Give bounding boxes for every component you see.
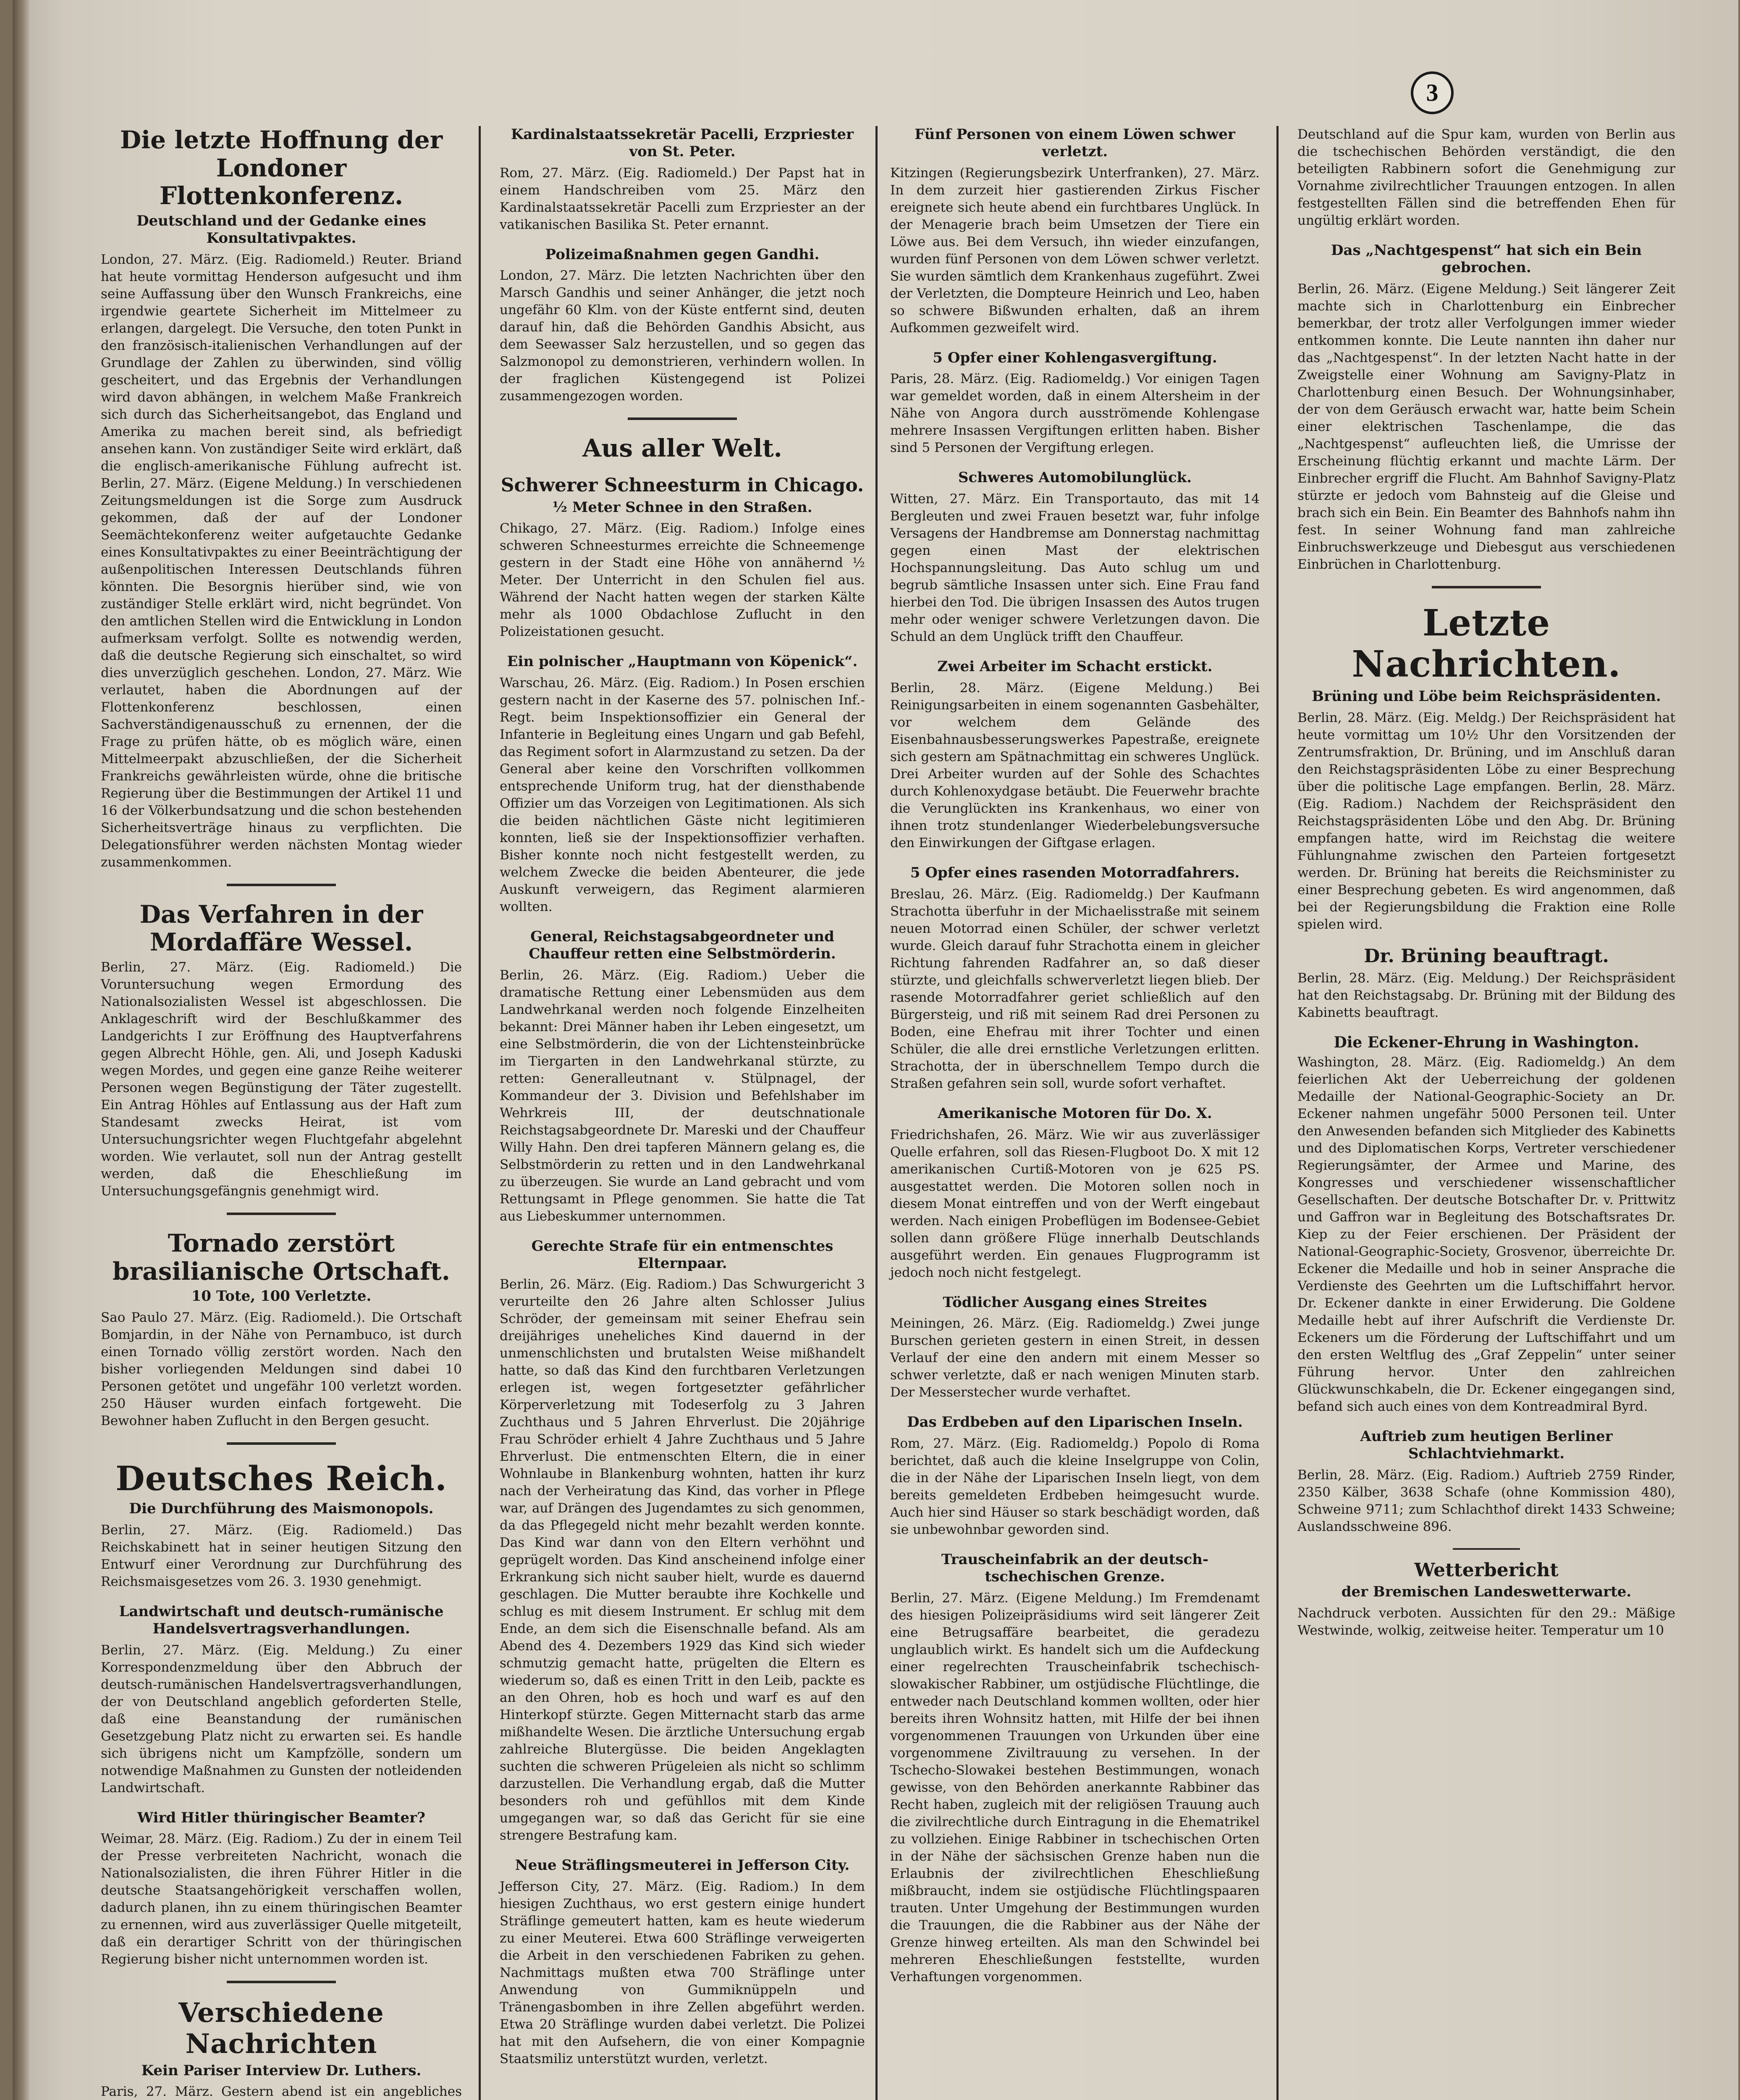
divider: [227, 1213, 336, 1215]
section-heading: Letzte Nachrichten.: [1352, 601, 1621, 686]
article-koepenick: [500, 653, 865, 916]
subheadline: Deutschland und der Gedanke eines Konsultativpaktes.: [136, 213, 426, 247]
section-aus-aller-welt: [500, 434, 865, 462]
column-2: [500, 126, 865, 2080]
subheadline: Fünf Personen von einem Löwen schwer verletzt.: [915, 126, 1235, 160]
article-text: Berlin, 26. März. (Eigene Meldung.) Seit längerer Zeit machte sich in Charlottenburg ein Einbrecher bemerkbar, der trotz aller Verfolgungen immer wieder entkommen konnte. Die Leute nannten ihn daher nur das „Nachtgespenst“. In der letzten Nacht hatte in der Zweigstelle einer Wohnung am Savigny-Platz in Charlottenburg einen Besuch. Der Wohnungsinhaber, der von dem Geräusch erwacht war, hatte beim Schein einer elektrischen Taschenlampe, die das „Nachtgespenst“ aufleuchten ließ, die Umrisse der Erscheinung flüchtig erkannt und machte Lärm. Der Einbrecher ergriff die Flucht. Am Bahnhof Savigny-Platz stürzte er jedoch vom Bahnsteig auf die Gleise und brach sich ein Bein. Ein Beamter des Bahnhofs nahm ihn fest. In seiner Wohnung fand man zahlreiche Einbruchswerkzeuge und Diebesgut aus verschiedenen Einbrüchen in Charlottenburg.: [1297, 281, 1675, 572]
article-motorrad: [890, 864, 1260, 1092]
article-text: Weimar, 28. März. (Eig. Radiom.) Zu der in einem Teil der Presse verbreiteten Nachricht, wonach die Nationalsozialisten, die ihren Führer Hitler in die deutsche Staatsangehörigkeit verschaffen wollen, dadurch planen, ihn zu einem thüringischen Beamter zu ernennen, wird aus zuverlässiger Quelle mitgeteilt, daß ein derartiger Schritt von der thüringischen Regierung bisher nicht unternommen worden ist.: [101, 1831, 462, 1967]
subheadline: Trauscheinfabrik an der deutsch-tschechischen Grenze.: [941, 1551, 1209, 1585]
article-do-x: [890, 1105, 1260, 1281]
article-kohlengas: [890, 349, 1260, 457]
subheadline: 10 Tote, 100 Verletzte.: [191, 1288, 372, 1305]
headline: Tornado zerstört brasilianische Ortschaft.: [113, 1229, 450, 1286]
article-text: Sao Paulo 27. März. (Eig. Radiomeld.). Die Ortschaft Bomjardin, in der Nähe von Pernambuco, ist durch einen Tornado völlig zerstört worden. Nach den bisher vorliegenden Meldungen sind dabei 10 Personen getötet und ungefähr 100 verletzt worden. 250 Häuser wurden einfach fortgeweht. Die Bewohner haben Zuflucht in den Bergen gesucht.: [101, 1310, 462, 1429]
article-text: Nachdruck verboten. Aussichten für den 29.: Mäßige Westwinde, wolkig, zeitweise heiter. Temperatur um 10: [1297, 1606, 1675, 1638]
headline: Kardinalstaatssekretär Pacelli, Erzpriester von St. Peter.: [511, 126, 854, 160]
headline: Das Verfahren in der Mordaffäre Wessel.: [139, 900, 423, 957]
subheadline: Zwei Arbeiter im Schacht erstickt.: [937, 658, 1213, 675]
article-text: Warschau, 26. März. (Eig. Radiom.) In Posen erschien gestern nacht in der Kaserne des 57. polnischen Inf.-Regt. beim Inspektionsoffizier ein General der Infanterie in Begleitung eines Ungarn und gab Befehl, das Regiment sofort in Alarmzustand zu setzen. Da der General aber keine den Vorschriften vollkommen entsprechende Uniform trug, hat der diensthabende Offizier um das Vorzeigen von Legitimationen. Als sich die beiden nächtlichen Gäste nicht legitimieren konnten, ließ sie der Inspektionsoffizier verhaften. Bisher konnte noch nicht festgestellt werden, zu welchem Zwecke die beiden Abenteurer, die jede Auskunft verweigern, das Regiment alarmieren wollten.: [500, 675, 865, 915]
subheadline: Landwirtschaft und deutsch-rumänische Handelsvertragsverhandlungen.: [119, 1603, 444, 1637]
article-hitler-beamter: [101, 1809, 462, 1969]
article-text: Witten, 27. März. Ein Transportauto, das mit 14 Bergleuten und zwei Frauen besetzt war, fuhr infolge Versagens der Handbremse am Donnerstag nachmittag gegen einen Mast der elektrischen Hochspannungsleitung. Das Auto schlug um und begrub sämtliche Insassen unter sich. Eine Frau fand hierbei den Tod. Die übrigen Insassen des Autos trugen mehr oder weniger schwere Verletzungen davon. Die Schuld an dem Unglück trifft den Chauffeur.: [890, 491, 1260, 645]
column-3: [890, 126, 1260, 1998]
column-1: [101, 126, 462, 2100]
subheadline: Schweres Automobilunglück.: [958, 469, 1192, 486]
article-london-conference: [101, 126, 462, 871]
column-rule-1: [479, 126, 481, 2100]
article-text: Berlin, 28. März. (Eig. Meldg.) Der Reichspräsident hat heute vormittag um 10½ Uhr den Vorsitzenden der Zentrumsfraktion, Dr. Brüning, und im Anschluß daran den Reichstagspräsidenten Löbe zu einer Besprechung über die politische Lage empfangen. Berlin, 28. März. (Eig. Radiom.) Nachdem der Reichspräsident den Reichstagspräsidenten Löbe und den Abg. Dr. Brüning empfangen hatte, wird im Reichstag die weitere Fühlungnahme zwischen den Parteien fortgesetzt werden. Dr. Brüning hat bereits die Reichsminister zu einer Besprechung gebeten. Es wird angenommen, daß bei der Regierungsbildung die Fraktion eine Rolle spielen wird.: [1297, 710, 1675, 932]
article-deutsches-reich: [101, 1459, 462, 1591]
binding-spine: [13, 0, 29, 2100]
article-pacelli: [500, 126, 865, 234]
article-text: Berlin, 28. März. (Eig. Meldung.) Der Reichspräsident hat den Reichstagsabg. Dr. Brüning mit der Bildung des Kabinetts beauftragt.: [1297, 970, 1675, 1020]
article-text: Berlin, 27. März. (Eig. Radiomeld.) Die Voruntersuchung wegen Ermordung des Nationalsozialisten Wessel ist abgeschlossen. Die Anklageschrift wird der Beschlußkammer des Landgerichts I zur Eröffnung des Hauptverfahrens gegen Albrecht Höhle, gen. Ali, und Joseph Kaduski wegen Mordes, und gegen eine ganze Reihe weiterer Personen wegen Begünstigung der Täter zugestellt. Ein Antrag Höhles auf Entlassung aus der Haft zum Standesamt zwecks Heirat, ist vom Untersuchungsrichter wegen Fluchtgefahr abgelehnt worden. Wie verlautet, soll nun der Antrag gestellt werden, daß die Eheschließung im Untersuchungsgefängnis genehmigt wird.: [101, 960, 462, 1199]
article-tornado: [101, 1229, 462, 1430]
article-text: Washington, 28. März. (Eig. Radiomeldg.) An dem feierlichen Akt der Ueberreichung der goldenen Medaille der National-Geographic-Society an Dr. Eckener nahmen ungefähr 5000 Personen teil. Unter den Anwesenden befanden sich Mitglieder des Kabinetts und des Diplomatischen Korps, Vertreter verschiedener Regierungsämter, der Armee und Marine, des Kongresses und verschiedener wissenschaftlicher Gesellschaften. Der deutsche Botschafter Dr. v. Prittwitz und Gaffron war in Begleitung des Botschaftsrates Dr. Kiep zu der Feier erschienen. Der Präsident der National-Geographic-Society, Grosvenor, überreichte Dr. Eckener die Medaille und hob in seiner Ansprache die Verdienste des Geehrten um die Luftschiffahrt hervor. Dr. Eckener dankte in einer Erwiderung. Die Goldene Medaille hebt auf ihrer Aufschrift die Verdienste Dr. Eckeners um die Förderung der Luftschiffahrt und um den ersten Weltflug des „Graf Zeppelin“ unter seiner Führung hervor. Unter den zahlreichen Glückwunschkabeln, die Dr. Eckener eingegangen sind, befand sich auch eines von dem Kontreadmiral Byrd.: [1297, 1055, 1675, 1415]
column-rule-3: [1276, 126, 1279, 2100]
subheadline: 5 Opfer einer Kohlengasvergiftung.: [933, 349, 1217, 366]
headline: Dr. Brüning beauftragt.: [1364, 945, 1609, 967]
article-bruening: [1297, 946, 1675, 1021]
article-text: Paris, 28. März. (Eig. Radiomeldg.) Vor einigen Tagen war gemeldet worden, daß in einem Altersheim in der Nähe von Angora durch ausströmende Kohlengase mehrere Insassen Vergiftungen erlitten haben. Bisher sind 5 Personen der Vergiftung erlegen.: [890, 371, 1260, 456]
article-text: Chikago, 27. März. (Eig. Radiom.) Infolge eines schweren Schneesturmes erreichte die Schneemenge gestern in der Stadt eine Höhe von annähernd ½ Meter. Der Unterricht in den Schulen fiel aus. Während der Nacht hatten wegen der starken Kälte mehr als 1000 Obdachlose Zuflucht in den Polizeistationen gesucht.: [500, 521, 865, 640]
subheadline: Neue Sträflingsmeuterei in Jefferson City.: [515, 1857, 850, 1874]
article-erdbeben: [890, 1414, 1260, 1538]
article-rettung: [500, 928, 865, 1225]
article-landwirtschaft: [101, 1603, 462, 1797]
article-nachtgespenst: [1297, 242, 1675, 573]
subheadline: General, Reichstagsabgeordneter und Chauffeur retten eine Selbstmörderin.: [529, 928, 836, 963]
divider: [1432, 586, 1541, 588]
section-letzte-nachrichten: [1297, 603, 1675, 934]
subheadline: Die Durchführung des Maismonopols.: [129, 1500, 434, 1517]
subheadline: 5 Opfer eines rasenden Motorradfahrers.: [910, 864, 1240, 881]
article-text: Berlin, 26. März. (Eig. Radiom.) Das Schwurgericht 3 verurteilte den 26 Jahre alten Schlosser Julius Schröder, der gemeinsam mit seiner Ehefrau sein dreijähriges uneheliches Kind dauernd in der unmenschlichsten und brutalsten Weise mißhandelt hatte, so daß das Kind den furchtbaren Verletzungen erlegen ist, wegen fortgesetzter gefährlicher Körperverletzung mit Todeserfolg zu 3 Jahren Zuchthaus und 5 Jahren Ehrverlust. Die 20jährige Frau Schröder erhielt 4 Jahre Zuchthaus und 5 Jahre Ehrverlust. Die entmenschten Eltern, die in einer Wohnlaube in Blankenburg wohnten, hatten ihr kurz nach der Verheiratung das Kind, das vorher in Pflege war, auf Drängen des Jugendamtes zu sich genommen, da das Pflegegeld nicht mehr bezahlt werden konnte. Das Kind war dann von den Eltern verhöhnt und geprügelt worden. Das Kind anscheinend infolge einer Erkrankung sich nicht sauber hielt, wurde es dauernd geschlagen. Die Mutter beraubte ihre Kochkelle und schlug es mit diesem Instrument. Er schlug mit dem Ende, an dem sich die Eisenschnalle befand. Als am Abend des 4. Dezembers 1929 das Kind sich wieder schmutzig gemacht hatte, prügelten die Eltern es wiederum so, daß es einen Tritt in den Leib, packte es an den Ohren, hob es hoch und warf es auf den Hinterkopf stürzte. Gegen Mitternacht starb das arme mißhandelte Wesen. Die ärztliche Untersuchung ergab zahlreiche Blutergüsse. Die beiden Angeklagten suchten die schweren Prügeleien als nicht so schlimm darzustellen. Die Verhandlung ergab, daß die Mutter besonders roh und gefühllos mit dem Kinde umgegangen war, so daß das Gericht für sie eine strengere Bestrafung kam.: [500, 1277, 865, 1843]
divider: [227, 884, 336, 886]
article-strafe: [500, 1238, 865, 1845]
article-text: Berlin, 28. März. (Eigene Meldung.) Bei Reinigungsarbeiten in einem sogenannten Gasbehälter, vor welchem dem Gelände des Eisenbahnausbesserungswerkes Papestraße, ereignete sich gestern am Spätnachmittag ein schweres Unglück. Drei Arbeiter wurden auf der Sohle des Schachtes durch Kohlenoxydgase betäubt. Die Feuerwehr brachte die Verunglückten ins Krankenhaus, wo einer von ihnen trotz stundenlanger Wiederbelebungsversuche den Einwirkungen der Giftgase erlagen.: [890, 680, 1260, 850]
article-text: Deutschland auf die Spur kam, wurden von Berlin aus die tschechischen Behörden verständigt, die den beteiligten Rabbinern sofort die Genehmigung zur Vornahme zivilrechtlicher Trauungen entzogen. In allen festgestellten Fällen sind die betreffenden Ehen für ungültig erklärt worden.: [1297, 127, 1675, 228]
article-text: Berlin, 27. März. (Eigene Meldung.) Im Fremdenamt des hiesigen Polizeipräsidiums wird seit längerer Zeit eine Betrugsaffäre bearbeitet, die geradezu unglaublich wirkt. Es handelt sich um die Aufdeckung einer regelrechten Trauscheinfabrik tschechisch-slowakischer Rabbiner, um ostjüdische Flüchtlinge, die entweder nach Deutschland kommen wollten, oder hier bereits ihren Wohnsitz hatten, mit Hilfe der bei ihnen vorgenommenen Trauungen von Urkunden über eine vorgenommene Ziviltrauung zu versehen. In der Tschecho-Slowakei bestehen Bestimmungen, wonach gewisse, von den Behörden anerkannte Rabbiner das Recht haben, zugleich mit der religiösen Trauung auch die zivilrechtliche durch Eintragung in die Ehematrikel zu vollziehen. Einige Rabbiner in tschechischen Orten in der Nähe der sächsischen Grenze haben nun die Erlaubnis der zivilrechtlichen Eheschließung mißbraucht, indem sie ostjüdische Flüchtlingspaaren trauten. Unter Umgehung der Bestimmungen wurden die Trauungen, die die Rabbiner aus der Nähe der Grenze hinweg erteilten. Als man den Schwindel bei mehreren Eheschließungen feststellte, wurden Verhaftungen vorgenommen.: [890, 1590, 1260, 1984]
subheadline: ½ Meter Schnee in den Straßen.: [552, 499, 812, 516]
column-4: [1297, 126, 1675, 1652]
subheadline: Das „Nachtgespenst“ hat sich ein Bein gebrochen.: [1331, 242, 1642, 276]
article-text: Rom, 27. März. (Eig. Radiomeldg.) Popolo di Roma berichtet, daß auch die kleine Inselgruppe von Colin, die in der Nähe der Liparischen Inseln liegt, von dem bereits gemeldeten Erdbeben heimgesucht wurde. Auch hier sind Häuser so stark beschädigt worden, daß sie unbewohnbar geworden sind.: [890, 1436, 1260, 1538]
headline: Schwerer Schneesturm in Chicago.: [501, 475, 864, 496]
headline: Die Eckener-Ehrung in Washington.: [1334, 1033, 1639, 1051]
article-text: Paris, 27. März. Gestern abend ist ein angebliches: [101, 2084, 462, 2100]
article-chicago: [500, 475, 865, 640]
article-text: Berlin, 28. März. (Eig. Radiom.) Auftrieb 2759 Rinder, 2350 Kälber, 3638 Schafe (ohne Kommission 480), Schweine 9711; zum Schlachthof direkt 1433 Schweine; Auslandsschweine 896.: [1297, 1467, 1675, 1534]
article-text: Breslau, 26. März. (Eig. Radiomeldg.) Der Kaufmann Strachotta überfuhr in der Michaelisstraße mit seinem neuen Motorrad einen Schüler, der schwer verletzt wurde. Gleich darauf fuhr Strachotta einem in gleicher Richtung fahrenden Radfahrer an, so daß dieser stürzte, und gleichfalls schwerverletzt liegen blieb. Der rasende Motorradfahrer geriet schließlich auf den Bürgersteig, und riß mit seinem Rad drei Personen zu Boden, eine Ehefrau mit ihrer Tochter und einen Schüler, die alle drei ernstliche Verletzungen erlitten. Strachotta, der in überschnellem Tempo durch die Straßen gefahren sein soll, wurde sofort verhaftet.: [890, 886, 1260, 1091]
article-trauschein: [890, 1551, 1260, 1986]
article-gandhi: [500, 246, 865, 405]
article-automobil: [890, 469, 1260, 646]
article-streit: [890, 1294, 1260, 1402]
subheadline: Ein polnischer „Hauptmann von Köpenick“.: [507, 653, 858, 670]
article-text: Berlin, 27. März. (Eig. Radiomeld.) Das Reichskabinett hat in seiner heutigen Sitzung den Entwurf einer Verordnung zur Durchführung des Reichsmaisgesetzes vom 26. 3. 1930 genehmigt.: [101, 1522, 462, 1589]
article-loewe: [890, 126, 1260, 337]
divider: [227, 1442, 336, 1445]
divider: [1453, 1548, 1520, 1550]
subheadline: Amerikanische Motoren für Do. X.: [938, 1105, 1212, 1122]
subheadline: Wird Hitler thüringischer Beamter?: [137, 1809, 425, 1826]
page-number: 3: [1411, 71, 1454, 114]
subheadline: Auftrieb zum heutigen Berliner Schlachtviehmarkt.: [1360, 1428, 1613, 1462]
newspaper-page: [13, 0, 1738, 2100]
article-text: Kitzingen (Regierungsbezirk Unterfranken), 27. März. In dem zurzeit hier gastierenden Zirkus Fischer ereignete sich heute abend ein furchtbares Unglück. In der Menagerie brach beim Umsetzen der Tiere ein Löwe aus. Bei dem Versuch, ihn wieder einzufangen, wurden fünf Personen von dem Löwen schwer verletzt. Sie wurden sämtlich dem Krankenhaus zugeführt. Zwei der Verletzten, die Dompteure Heinrich und Leo, haben so schwere Bißwunden erhalten, daß an ihrem Aufkommen gezweifelt wird.: [890, 165, 1260, 336]
subheadline: Gerechte Strafe für ein entmenschtes Elternpaar.: [531, 1237, 833, 1272]
article-schacht: [890, 658, 1260, 852]
divider: [227, 1981, 336, 1983]
section-heading: Deutsches Reich.: [115, 1459, 447, 1499]
article-schlachtvieh: [1297, 1428, 1675, 1536]
subheadline: der Bremischen Landeswetterwarte.: [1341, 1583, 1632, 1601]
headline: Wetterbericht: [1414, 1559, 1559, 1581]
subheadline: Das Erdbeben auf den Liparischen Inseln.: [907, 1414, 1243, 1431]
column-rule-2: [875, 126, 878, 2100]
article-text: Berlin, 27. März. (Eig. Meldung.) Zu einer Korrespondenzmeldung über den Abbruch der deutsch-rumänischen Handelsvertragsverhandlungen, der von Deutschland angeblich geforderten Stelle, daß eine Beanstandung der rumänischen Gesetzgebung Platz nicht zu erwarten sei. Es handle sich übrigens nicht um Kampfzölle, sondern um notwendige Maßnahmen zu Gunsten der notleidenden Landwirtschaft.: [101, 1642, 462, 1796]
headline: Die letzte Hoffnung der Londoner Flottenkonferenz.: [120, 126, 443, 210]
subheadline: Polizeimaßnahmen gegen Gandhi.: [545, 246, 820, 263]
article-wetterbericht: [1297, 1560, 1675, 1639]
article-text: Friedrichshafen, 26. März. Wie wir aus zuverlässiger Quelle erfahren, soll das Riesen-Flugboot Do. X mit 12 amerikanischen Curtiß-Motoren von je 625 PS. ausgestattet werden. Die Motoren sollen noch in diesem Monat eintreffen und von der Werft eingebaut werden. Nach einigen Probeflügen im Bodensee-Gebiet sollen dann größere Flüge innerhalb Deutschlands ausgeführt werden. Ein genaues Flugprogramm ist jedoch noch nicht festgelegt.: [890, 1127, 1260, 1280]
article-trauschein-cont: [1297, 126, 1675, 229]
article-verschiedene: [101, 1998, 462, 2100]
article-text: Jefferson City, 27. März. (Eig. Radiom.) In dem hiesigen Zuchthaus, wo erst gestern einige hundert Sträflinge gemeutert hatten, kam es heute wiederum zu einer Meuterei. Etwa 600 Sträflinge verweigerten die Arbeit in den verschiedenen Fabriken zu gehen. Nachmittags mußten etwa 700 Sträflinge unter Anwendung von Gummiknüppeln und Tränengasbomben in ihre Zellen abgeführt werden. Etwa 20 Sträflinge wurden dabei verletzt. Die Polizei hat mit den Aufsehern, die von einer Kompagnie Staatsmiliz unterstützt wurden, verletzt.: [500, 1879, 865, 2067]
article-text: London, 27. März. (Eig. Radiomeld.) Reuter. Briand hat heute vormittag Henderson aufgesucht und ihm seine Auffassung über den Wunsch Frankreichs, eine irgendwie geartete Sicherheit im Mittelmeer zu erlangen, dargelegt. Die Versuche, den toten Punkt in den französisch-italienischen Verhandlungen auf der Grundlage der Zahlen zu überwinden, sind völlig gescheitert, und das Ergebnis der Verhandlungen wird davon abhängen, in welchem Maße Frankreich sich durch das Sicherheitsangebot, das England und Amerika zu machen bereit sind, als befriedigt ansehen kann. Von zuständiger Seite wird erklärt, daß die englisch-amerikanische Fühlung aufrecht ist. Berlin, 27. März. (Eigene Meldung.) In verschiedenen Zeitungsmeldungen ist die Sorge zum Ausdruck gekommen, daß der auf der Londoner Seemächtekonferenz weiter aufgetauchte Gedanke eines Konsultativpaktes zu einer Beeinträchtigung der außenpolitischen Interessen Deutschlands führen könnten. Die Besorgnis hierüber sind, wie von zuständiger Stelle erklärt wird, nicht begründet. Von den amtlichen Stellen wird die Entwicklung in London aufmerksam verfolgt. Sollte es notwendig werden, daß die deutsche Regierung sich einschaltet, so wird dies unverzüglich geschehen. London, 27. März. Wie verlautet, haben die Abordnungen auf der Flottenkonferenz beschlossen, einen Sachverständigenausschuß zu ernennen, der die Frage zu prüfen hätte, ob es möglich wäre, einen Mittelmeerpakt abzuschließen, der die Sicherheit Frankreichs gewährleisten würde, ohne die britische Regierung über die Bestimmungen der Artikel 11 und 16 der Völkerbundsatzung und die schon bestehenden Sicherheitsverträge hinaus zu verpflichten. Die Delegationsführer werden nächsten Montag wieder zusammenkommen.: [101, 252, 462, 870]
article-jefferson: [500, 1857, 865, 2068]
article-eckener: [1297, 1034, 1675, 1415]
subheadline: Kein Pariser Interview Dr. Luthers.: [141, 2062, 422, 2079]
article-text: London, 27. März. Die letzten Nachrichten über den Marsch Gandhis und seiner Anhänger, die jetzt noch ungefähr 60 Klm. von der Küste entfernt sind, deuten darauf hin, daß die Behörden Gandhis Absicht, aus dem Seewasser Salz herzustellen, und so gegen das Salzmonopol zu demonstrieren, verhindern wollen. In der fraglichen Küstengegend ist Polizei zusammengezogen worden.: [500, 268, 865, 404]
subheadline: Brüning und Löbe beim Reichspräsidenten.: [1312, 688, 1661, 705]
divider: [628, 417, 737, 420]
section-heading: Aus aller Welt.: [582, 434, 782, 463]
subheadline: Tödlicher Ausgang eines Streites: [943, 1294, 1207, 1311]
article-wessel: [101, 900, 462, 1200]
article-text: Rom, 27. März. (Eig. Radiomeld.) Der Papst hat in einem Handschreiben vom 25. März den Kardinalstaatssekretär Pacelli zum Erzpriester an der vatikanischen Basilika St. Peter ernannt.: [500, 165, 865, 232]
article-text: Berlin, 26. März. (Eig. Radiom.) Ueber die dramatische Rettung einer Lebensmüden aus dem Landwehrkanal werden noch folgende Einzelheiten bekannt: Drei Männer haben ihr Leben eingesetzt, um eine Selbstmörderin, die von der Lichtensteinbrücke im Tiergarten in den Landwehrkanal stürzte, zu retten: Generalleutnant v. Stülpnagel, der Kommandeur der 3. Division und Befehlshaber im Wehrkreis III, der deutschnationale Reichstagsabgeordnete Dr. Mareski und der Chauffeur Willy Hahn. Den drei tapferen Männern gelang es, die Selbstmörderin zu retten und in den Landwehrkanal zu überzeugen. Sie wurde an Land gebracht und vom Rettungsamt in Pflege genommen. Sie hatte die Tat aus Liebeskummer unternommen.: [500, 967, 865, 1224]
section-heading: Verschiedene Nachrichten: [178, 1997, 384, 2060]
article-text: Meiningen, 26. März. (Eig. Radiomeldg.) Zwei junge Burschen gerieten gestern in einen Streit, in dessen Verlauf der eine den andern mit einem Messer so schwer verletzte, daß er nach wenigen Minuten starb. Der Messerstecher wurde verhaftet.: [890, 1316, 1260, 1400]
